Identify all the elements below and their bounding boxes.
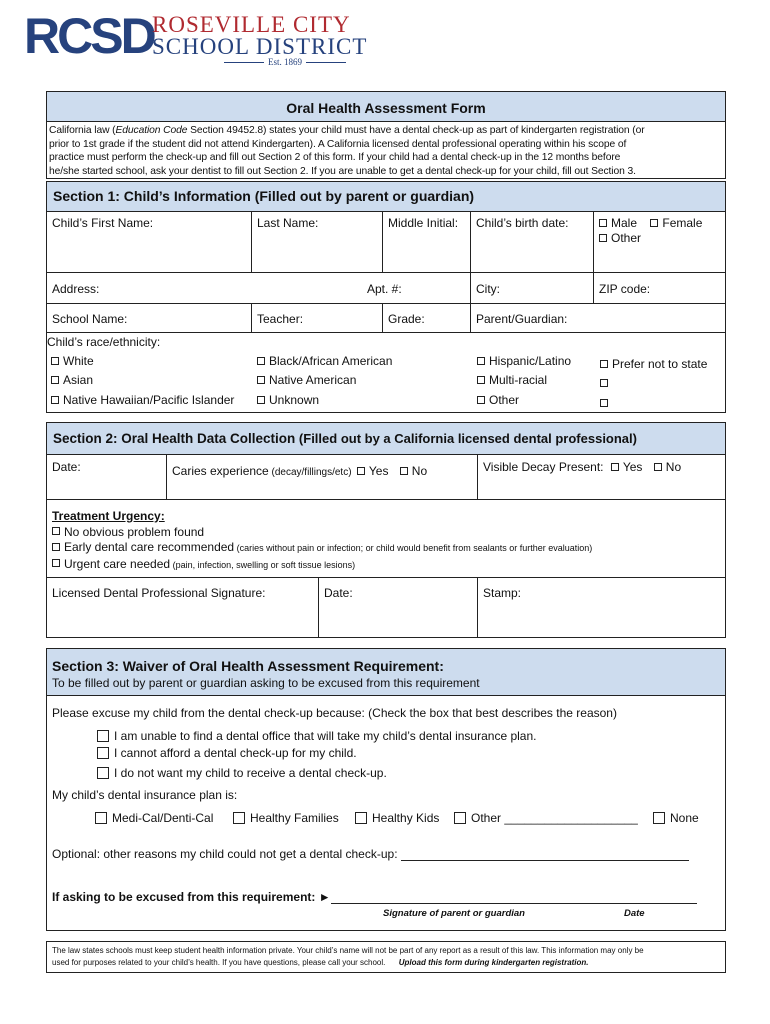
intro-line-2: prior to 1st grade if the student did not attend Kindergarten). A California licensed dental professional operating within his scope of bbox=[49, 138, 627, 150]
reason-insurance[interactable]: I am unable to find a dental office that will take my child’s dental insurance plan. bbox=[97, 729, 536, 743]
parent-signature-caption: Signature of parent or guardian bbox=[383, 908, 525, 919]
caries-field: Caries experience (decay/fillings/etc) Yes No bbox=[167, 455, 478, 500]
intro-line-3: practice must perform the check-up and fill out Section 2 of this form. If your child had a dental check-up in the 12 months before bbox=[49, 152, 621, 163]
parent-guardian-field[interactable]: Parent/Guardian: bbox=[471, 304, 726, 333]
form-title-bar bbox=[47, 92, 725, 122]
middle-initial-field[interactable]: Middle Initial: bbox=[383, 211, 471, 273]
section1-header bbox=[47, 182, 725, 212]
plan-healthy-kids[interactable]: Healthy Kids bbox=[355, 811, 439, 825]
s2-date-field[interactable]: Date: bbox=[47, 455, 167, 500]
section3-subtitle: To be filled out by parent or guardian asking to be excused from this requirement bbox=[52, 676, 480, 690]
race-unknown[interactable]: Unknown bbox=[257, 393, 319, 407]
section2 bbox=[46, 422, 726, 638]
section3-header bbox=[47, 649, 725, 696]
intro-text bbox=[47, 122, 725, 180]
race-blank-checkbox-1[interactable] bbox=[600, 376, 612, 390]
privacy-footer bbox=[46, 941, 726, 973]
intro-box bbox=[46, 91, 726, 179]
zip-field[interactable]: ZIP code: bbox=[594, 273, 726, 304]
plan-none[interactable]: None bbox=[653, 811, 699, 825]
plan-other[interactable]: Other ____________________ bbox=[454, 811, 638, 825]
section2-header bbox=[47, 423, 725, 455]
section1-title: Section 1: Child’s Information (Filled out by parent or guardian) bbox=[53, 188, 475, 204]
insurance-label: My child’s dental insurance plan is: bbox=[52, 788, 238, 802]
visible-decay-field: Visible Decay Present: Yes No bbox=[478, 455, 726, 500]
race-native-hawaiian[interactable]: Native Hawaiian/Pacific Islander bbox=[51, 393, 234, 407]
logo-line2: SCHOOL DISTRICT bbox=[152, 34, 368, 59]
urgency-early-care[interactable]: Early dental care recommended (caries without pain or infection; or child would benefit from sealants or further evaluation) bbox=[52, 540, 721, 557]
race-other[interactable]: Other bbox=[477, 393, 519, 407]
race-blank-checkbox-2[interactable] bbox=[600, 396, 612, 410]
caries-no-checkbox[interactable]: No bbox=[400, 464, 427, 478]
apt-label: Apt. #: bbox=[367, 282, 402, 296]
logo-est: Est. 1869 bbox=[220, 57, 350, 67]
race-hispanic[interactable]: Hispanic/Latino bbox=[477, 354, 571, 368]
reason-afford[interactable]: I cannot afford a dental check-up for my child. bbox=[97, 746, 357, 760]
urgency-urgent-care[interactable]: Urgent care needed (pain, infection, swelling or soft tissue lesions) bbox=[52, 557, 721, 574]
grade-field[interactable]: Grade: bbox=[383, 304, 471, 333]
waiver-instruction: Please excuse my child from the dental check-up because: (Check the box that best describes the reason) bbox=[52, 706, 617, 720]
reason-not-want[interactable]: I do not want my child to receive a dental check-up. bbox=[97, 766, 387, 780]
address-field[interactable]: Address: Apt. #: bbox=[46, 273, 471, 304]
plan-healthy-families[interactable]: Healthy Families bbox=[233, 811, 339, 825]
section3 bbox=[46, 648, 726, 931]
logo-line1: ROSEVILLE CITY bbox=[152, 12, 351, 37]
other-gender-checkbox[interactable]: Other bbox=[599, 231, 641, 245]
teacher-field[interactable]: Teacher: bbox=[252, 304, 383, 333]
stamp-field[interactable]: Stamp: bbox=[483, 586, 522, 600]
decay-no-checkbox[interactable]: No bbox=[654, 460, 681, 474]
race-prefer-not[interactable]: Prefer not to state bbox=[600, 357, 707, 371]
optional-reasons-field[interactable]: Optional: other reasons my child could not get a dental check-up: bbox=[52, 847, 689, 861]
logo-abbr: RCSD bbox=[24, 8, 154, 64]
caries-yes-checkbox[interactable]: Yes bbox=[357, 464, 389, 478]
female-checkbox[interactable]: Female bbox=[650, 216, 702, 230]
first-name-field[interactable]: Child’s First Name: bbox=[46, 211, 252, 273]
plan-medi-cal[interactable]: Medi-Cal/Denti-Cal bbox=[95, 811, 213, 825]
section2-title: Section 2: Oral Health Data Collection (Filled out by a California licensed dental professional) bbox=[53, 431, 637, 446]
city-field[interactable]: City: bbox=[471, 273, 594, 304]
section3-title: Section 3: Waiver of Oral Health Assessment Requirement: bbox=[52, 658, 444, 674]
race-label: Child’s race/ethnicity: bbox=[47, 335, 161, 349]
gender-field bbox=[594, 211, 726, 273]
footer-line-2: used for purposes related to your child’s health. If you have questions, please call your school. Upload this form during kindergarten registration. bbox=[52, 958, 589, 967]
urgency-title: Treatment Urgency: bbox=[52, 509, 165, 523]
race-multiracial[interactable]: Multi-racial bbox=[477, 373, 547, 387]
dentist-date-field[interactable]: Date: bbox=[319, 578, 478, 638]
parent-date-caption: Date bbox=[624, 908, 645, 919]
district-logo bbox=[24, 8, 368, 67]
race-block bbox=[46, 333, 726, 413]
race-native-american[interactable]: Native American bbox=[257, 373, 356, 387]
urgency-no-problem[interactable]: No obvious problem found bbox=[52, 525, 721, 541]
intro-line-4: he/she started school, ask your dentist to fill out Section 2. If you are unable to get a dental check-up for your child, fill out Section 3. bbox=[49, 165, 636, 177]
excused-signature-line[interactable]: If asking to be excused from this requirement: ► bbox=[52, 890, 697, 904]
last-name-field[interactable]: Last Name: bbox=[252, 211, 383, 273]
race-black[interactable]: Black/African American bbox=[257, 354, 392, 368]
dentist-signature-field[interactable]: Licensed Dental Professional Signature: bbox=[47, 578, 319, 638]
footer-line-1: The law states schools must keep student health information private. Your child’s name will not be part of any report as a result of this law. This information may only be bbox=[52, 946, 644, 955]
intro-line-1: California law (Education Code Section 49452.8) states your child must have a dental check-up as part of kindergarten registration (or bbox=[49, 125, 645, 136]
race-white[interactable]: White bbox=[51, 354, 94, 368]
school-name-field[interactable]: School Name: bbox=[46, 304, 252, 333]
decay-yes-checkbox[interactable]: Yes bbox=[611, 460, 643, 474]
urgency-block bbox=[47, 500, 726, 578]
male-checkbox[interactable]: Male bbox=[599, 216, 637, 230]
birth-date-field[interactable]: Child’s birth date: bbox=[471, 211, 594, 273]
race-asian[interactable]: Asian bbox=[51, 373, 93, 387]
form-title: Oral Health Assessment Form bbox=[286, 100, 486, 116]
